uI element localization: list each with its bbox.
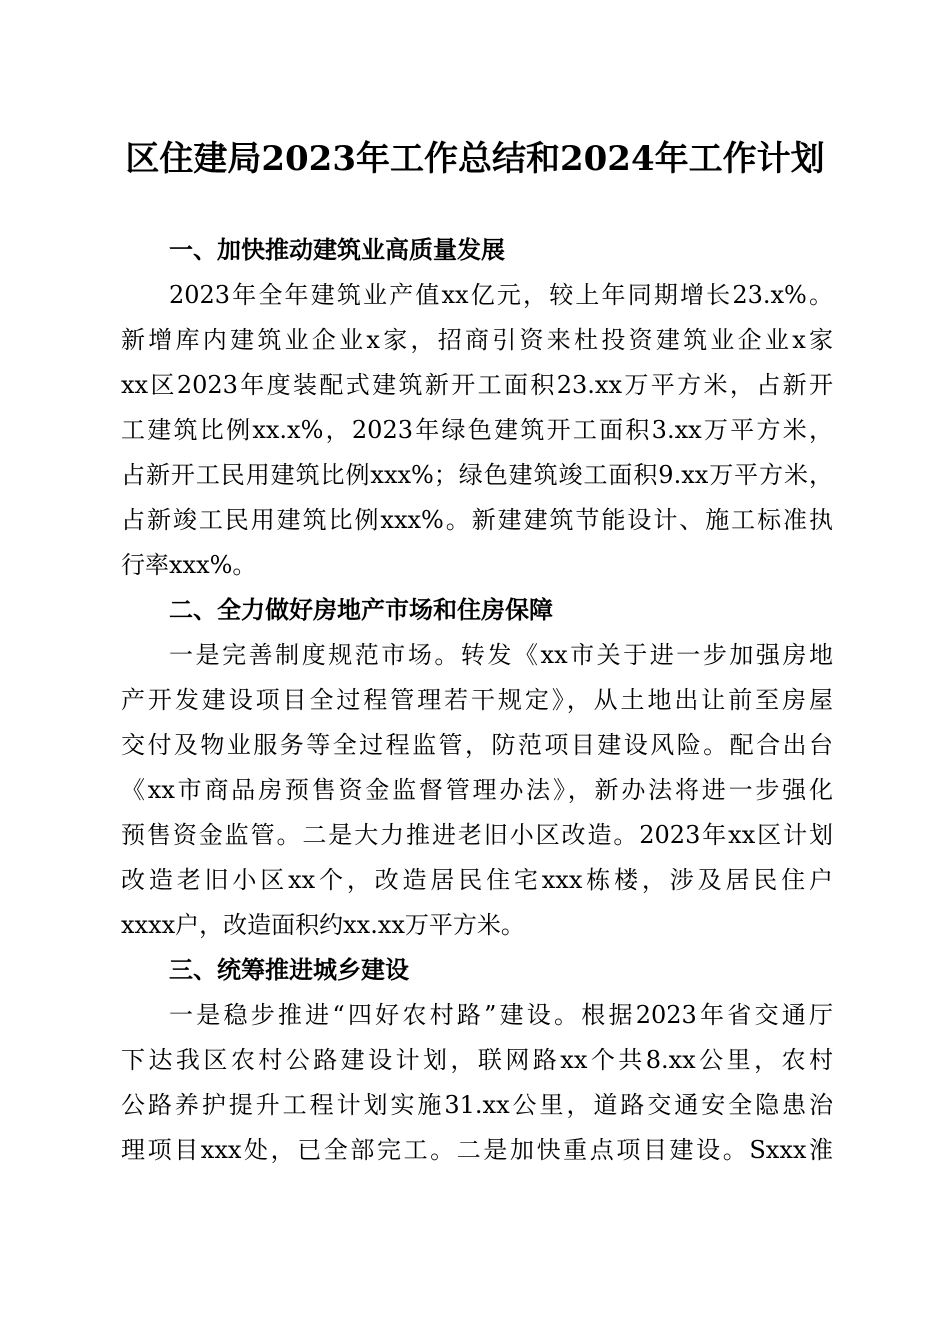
paragraph-line: 下达我区农村公路建设计划，联网路xx个共8.xx公里，农村 bbox=[121, 1046, 833, 1074]
paragraph-line: 行率xxx%。 bbox=[121, 551, 257, 579]
paragraph-line: 工建筑比例xx.x%，2023年绿色建筑开工面积3.xx万平方米， bbox=[121, 416, 833, 444]
section-heading: 二、全力做好房地产市场和住房保障 bbox=[169, 596, 553, 624]
section-heading: 三、统筹推进城乡建设 bbox=[169, 956, 409, 984]
paragraph-line: 理项目xxx处，已全部完工。二是加快重点项目建设。Sxxx淮 bbox=[121, 1136, 833, 1164]
paragraph-line: xx区2023年度装配式建筑新开工面积23.xx万平方米，占新开 bbox=[121, 371, 833, 399]
paragraph-line: 占新竣工民用建筑比例xxx%。新建建筑节能设计、施工标准执 bbox=[121, 506, 833, 534]
paragraph-line: 新增库内建筑业企业x家，招商引资来杜投资建筑业企业x家 bbox=[121, 326, 833, 354]
paragraph-line: 预售资金监管。二是大力推进老旧小区改造。2023年xx区计划 bbox=[121, 821, 833, 849]
paragraph-line: 公路养护提升工程计划实施31.xx公里，道路交通安全隐患治 bbox=[121, 1091, 833, 1119]
paragraph-line: 2023年全年建筑业产值xx亿元，较上年同期增长23.x%。 bbox=[169, 281, 833, 309]
paragraph-line: 改造老旧小区xx个，改造居民住宅xxx栋楼，涉及居民住户 bbox=[121, 866, 833, 894]
document-title: 区住建局2023年工作总结和2024年工作计划 bbox=[125, 139, 825, 179]
paragraph-line: 《xx市商品房预售资金监督管理办法》，新办法将进一步强化 bbox=[121, 776, 833, 804]
paragraph-line: 占新开工民用建筑比例xxx%；绿色建筑竣工面积9.xx万平方米， bbox=[121, 461, 833, 489]
paragraph-line: 一是稳步推进“四好农村路”建设。根据2023年省交通厅 bbox=[169, 1001, 833, 1029]
section-heading: 一、加快推动建筑业高质量发展 bbox=[169, 236, 505, 264]
paragraph-line: 产开发建设项目全过程管理若干规定》，从土地出让前至房屋 bbox=[121, 686, 833, 714]
document-body bbox=[121, 228, 833, 1173]
paragraph-line: 交付及物业服务等全过程监管，防范项目建设风险。配合出台 bbox=[121, 731, 833, 759]
paragraph-line: xxxx户，改造面积约xx.xx万平方米。 bbox=[121, 911, 525, 939]
paragraph-line: 一是完善制度规范市场。转发《xx市关于进一步加强房地 bbox=[169, 641, 833, 669]
